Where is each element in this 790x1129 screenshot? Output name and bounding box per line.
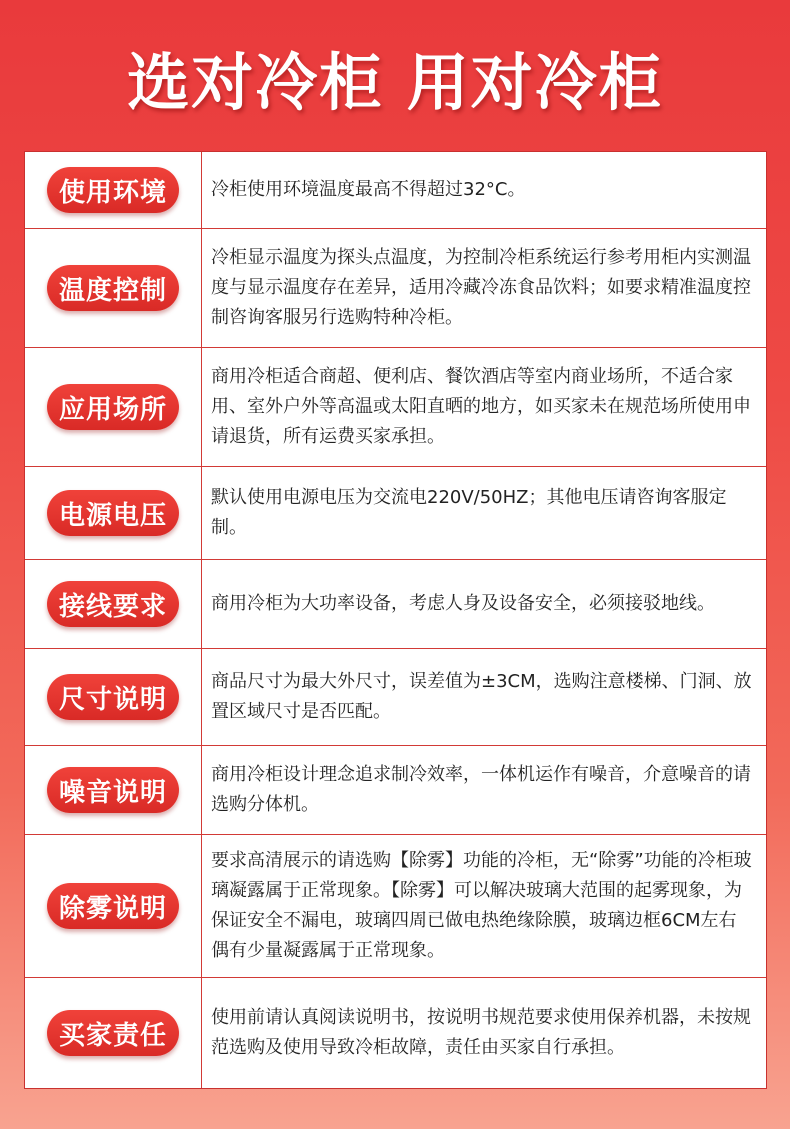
- table-row-voltage: [25, 467, 766, 560]
- row-text: 冷柜显示温度为探头点温度，为控制冷柜系统运行参考用柜内实测温度与显示温度存在差异，适用冷藏冷冻食品饮料；如要求精准温度控制咨询客服另行选购特种冷柜。: [211, 247, 751, 328]
- table-row-temperature: [25, 229, 766, 348]
- page-title: 选对冷柜 用对冷柜: [127, 46, 663, 119]
- row-text: 商用冷柜适合商超、便利店、餐饮酒店等室内商业场所，不适合家用、室外户外等高温或太阳直晒的地方，如买家未在规范场所使用申请退货，所有运费买家承担。: [211, 366, 751, 447]
- row-text: 商用冷柜设计理念追求制冷效率，一体机运作有噪音，介意噪音的请选购分体机。: [211, 764, 751, 815]
- table-row-size: [25, 649, 766, 746]
- row-text: 商用冷柜为大功率设备，考虑人身及设备安全，必须接驳地线。: [211, 593, 715, 614]
- table-row-buyer-responsibility: [25, 978, 766, 1088]
- row-text: 使用前请认真阅读说明书，按说明书规范要求使用保养机器，未按规范选购及使用导致冷柜故障，责任由买家自行承担。: [211, 1007, 751, 1058]
- table-row-usage-place: [25, 348, 766, 467]
- row-label: 电源电压: [47, 490, 179, 536]
- row-label: 应用场所: [47, 384, 179, 430]
- row-text: 默认使用电源电压为交流电220V/50HZ；其他电压请咨询客服定制。: [211, 487, 727, 538]
- table-row-noise: [25, 746, 766, 835]
- row-label: 买家责任: [47, 1010, 179, 1056]
- table-row-defog: [25, 835, 766, 978]
- row-label: 温度控制: [47, 265, 179, 311]
- row-label: 使用环境: [47, 167, 179, 213]
- row-label: 尺寸说明: [47, 674, 179, 720]
- row-text: 商品尺寸为最大外尺寸，误差值为±3CM，选购注意楼梯、门洞、放置区域尺寸是否匹配。: [211, 671, 752, 722]
- row-text: 冷柜使用环境温度最高不得超过32°C。: [211, 179, 526, 200]
- row-label: 噪音说明: [47, 767, 179, 813]
- row-label: 接线要求: [47, 581, 179, 627]
- row-label: 除雾说明: [47, 883, 179, 929]
- table-row-environment: [25, 152, 766, 229]
- row-text: 要求高清展示的请选购【除雾】功能的冷柜，无“除雾”功能的冷柜玻璃凝露属于正常现象。【除雾】可以解决玻璃大范围的起雾现象，为保证安全不漏电，玻璃四周已做电热绝缘除膜，玻璃边框6CM左右偶有少量凝露属于正常现象。: [211, 850, 752, 961]
- table-row-wiring: [25, 560, 766, 649]
- info-table: [24, 151, 767, 1089]
